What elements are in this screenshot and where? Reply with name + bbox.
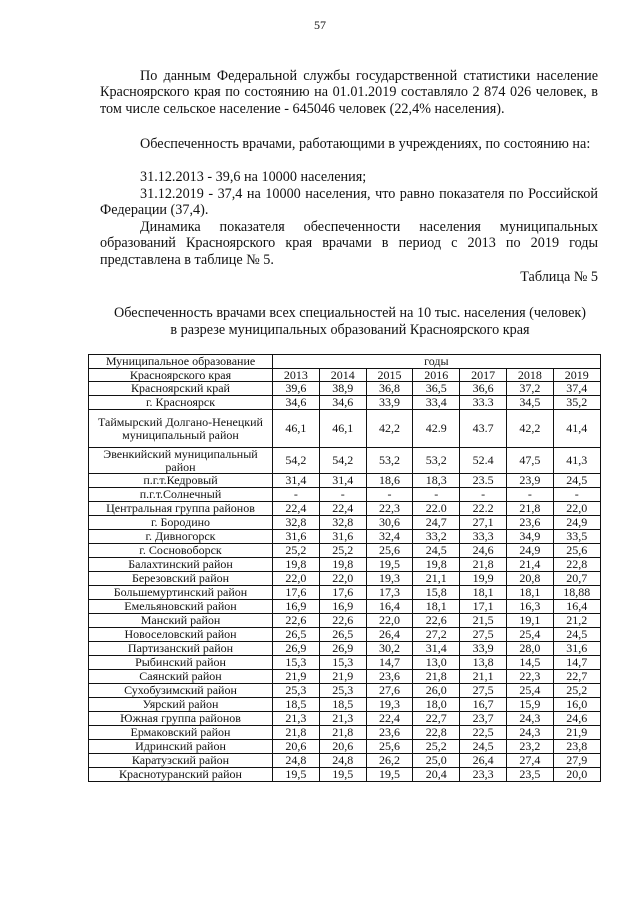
- row-municipality-name: г. Бородино: [89, 516, 273, 530]
- table-row: [89, 382, 601, 396]
- row-value-cell: 33,9: [366, 396, 413, 410]
- row-value-cell: 18,1: [506, 586, 553, 600]
- row-municipality-name: г. Дивногорск: [89, 530, 273, 544]
- row-municipality-name: Сухобузимский район: [89, 684, 273, 698]
- row-value-cell: 24,5: [553, 474, 600, 488]
- row-value-cell: 37,2: [506, 382, 553, 396]
- row-municipality-name: г. Красноярск: [89, 396, 273, 410]
- row-value-cell: 23,8: [553, 740, 600, 754]
- row-value-cell: 36,5: [413, 382, 460, 396]
- row-value-cell: 19,1: [506, 614, 553, 628]
- table-row: [89, 516, 601, 530]
- row-value-cell: 47,5: [506, 448, 553, 474]
- row-municipality-name: Эвенкийский муниципальный район: [89, 448, 273, 474]
- paragraph-2013-text: 31.12.2013 - 39,6 на 10000 населения;: [140, 169, 367, 185]
- row-value-cell: -: [553, 488, 600, 502]
- row-municipality-name: п.г.т.Кедровый: [89, 474, 273, 488]
- row-value-cell: 17,6: [273, 586, 320, 600]
- table-row: [89, 600, 601, 614]
- row-value-cell: 27,2: [413, 628, 460, 642]
- row-municipality-name: Большемуртинский район: [89, 586, 273, 600]
- row-value-cell: 27,9: [553, 754, 600, 768]
- row-value-cell: 21,9: [319, 670, 366, 684]
- table-row: [89, 670, 601, 684]
- row-value-cell: 27,1: [460, 516, 507, 530]
- table-caption-line2: в разрезе муниципальных образований Красноярского края: [170, 322, 530, 338]
- row-value-cell: 19,8: [273, 558, 320, 572]
- row-value-cell: -: [413, 488, 460, 502]
- row-value-cell: 31,4: [413, 642, 460, 656]
- row-value-cell: 31,6: [319, 530, 366, 544]
- paragraph-2019-text: 31.12.2019 - 37,4 на 10000 населения, что равно показателя по Российской Федерации (37,4).: [100, 186, 598, 219]
- row-value-cell: 33.3: [460, 396, 507, 410]
- header-year: 2018: [506, 368, 553, 382]
- row-value-cell: 22,6: [413, 614, 460, 628]
- row-value-cell: 21,8: [460, 558, 507, 572]
- row-value-cell: 13,8: [460, 656, 507, 670]
- row-value-cell: 25,4: [506, 684, 553, 698]
- row-value-cell: 31,4: [319, 474, 366, 488]
- row-value-cell: 18,88: [553, 586, 600, 600]
- paragraph-provision: [100, 136, 598, 152]
- table-row: [89, 410, 601, 448]
- row-value-cell: -: [273, 488, 320, 502]
- row-value-cell: 16,3: [506, 600, 553, 614]
- row-municipality-name: п.г.т.Солнечный: [89, 488, 273, 502]
- row-municipality-name: Саянский район: [89, 670, 273, 684]
- row-value-cell: 21,8: [413, 670, 460, 684]
- row-value-cell: 16,9: [319, 600, 366, 614]
- row-value-cell: 26,5: [273, 628, 320, 642]
- table-row: [89, 740, 601, 754]
- row-value-cell: 24,9: [506, 544, 553, 558]
- row-value-cell: 37,4: [553, 382, 600, 396]
- row-value-cell: 22,8: [553, 558, 600, 572]
- table-row: [89, 614, 601, 628]
- row-value-cell: 36,8: [366, 382, 413, 396]
- row-value-cell: 25,6: [366, 544, 413, 558]
- row-value-cell: 22,3: [366, 502, 413, 516]
- table-caption-line1: Обеспеченность врачами всех специальностей на 10 тыс. населения (человек): [113, 305, 586, 321]
- row-value-cell: 21,8: [319, 726, 366, 740]
- table-row: [89, 684, 601, 698]
- row-value-cell: 21,3: [319, 712, 366, 726]
- row-value-cell: 27,6: [366, 684, 413, 698]
- row-value-cell: 42.9: [413, 410, 460, 448]
- row-value-cell: -: [319, 488, 366, 502]
- row-municipality-name: Краснотуранский район: [89, 768, 273, 782]
- row-value-cell: 19,5: [366, 768, 413, 782]
- row-value-cell: 34,6: [319, 396, 366, 410]
- paragraph-dynamics: [100, 219, 598, 268]
- row-value-cell: 18,0: [413, 698, 460, 712]
- row-municipality-name: Манский район: [89, 614, 273, 628]
- row-value-cell: 22,3: [506, 670, 553, 684]
- row-value-cell: 52.4: [460, 448, 507, 474]
- row-value-cell: 24,6: [460, 544, 507, 558]
- header-year: 2016: [413, 368, 460, 382]
- table-row: [89, 474, 601, 488]
- paragraph-2019: [100, 186, 598, 219]
- row-value-cell: 32,8: [273, 516, 320, 530]
- row-value-cell: 24,7: [413, 516, 460, 530]
- row-value-cell: 19,5: [273, 768, 320, 782]
- row-value-cell: 32,8: [319, 516, 366, 530]
- row-value-cell: 21,9: [553, 726, 600, 740]
- row-value-cell: 23.5: [460, 474, 507, 488]
- paragraph-dynamics-text: Динамика показателя обеспеченности населения муниципальных образований Красноярского края врачами в период с 2013 по 2019 годы представлена в таблице № 5.: [100, 219, 598, 268]
- row-value-cell: 18,3: [413, 474, 460, 488]
- row-value-cell: 22,6: [273, 614, 320, 628]
- row-value-cell: 23,3: [460, 768, 507, 782]
- header-year: 2013: [273, 368, 320, 382]
- row-value-cell: 31,4: [273, 474, 320, 488]
- row-value-cell: 20,7: [553, 572, 600, 586]
- row-value-cell: 20,8: [506, 572, 553, 586]
- row-value-cell: 23,6: [366, 670, 413, 684]
- row-value-cell: 16,4: [553, 600, 600, 614]
- table-label: Таблица № 5: [520, 269, 598, 285]
- row-value-cell: 19,3: [366, 698, 413, 712]
- row-value-cell: 16,7: [460, 698, 507, 712]
- row-municipality-name: Партизанский район: [89, 642, 273, 656]
- row-value-cell: 21,9: [273, 670, 320, 684]
- row-value-cell: 31,6: [273, 530, 320, 544]
- row-value-cell: 41,3: [553, 448, 600, 474]
- page-number: 57: [314, 18, 326, 32]
- row-value-cell: 33,2: [413, 530, 460, 544]
- table-row: [89, 642, 601, 656]
- row-municipality-name: Каратузский район: [89, 754, 273, 768]
- row-value-cell: 26,5: [319, 628, 366, 642]
- row-value-cell: 46,1: [273, 410, 320, 448]
- table-row: [89, 656, 601, 670]
- paragraph-provision-text: Обеспеченность врачами, работающими в учреждениях, по состоянию на:: [140, 136, 591, 152]
- row-value-cell: 24,8: [273, 754, 320, 768]
- row-municipality-name: Центральная группа районов: [89, 502, 273, 516]
- row-value-cell: 25,6: [553, 544, 600, 558]
- row-value-cell: 30,6: [366, 516, 413, 530]
- row-value-cell: 22,8: [413, 726, 460, 740]
- row-value-cell: 53,2: [413, 448, 460, 474]
- row-value-cell: 21,8: [273, 726, 320, 740]
- row-value-cell: 34,5: [506, 396, 553, 410]
- row-value-cell: 15,3: [273, 656, 320, 670]
- row-value-cell: 26,0: [413, 684, 460, 698]
- row-value-cell: 19,5: [319, 768, 366, 782]
- table-caption: [60, 305, 640, 339]
- row-value-cell: 21,5: [460, 614, 507, 628]
- row-value-cell: 41,4: [553, 410, 600, 448]
- table-body: [89, 382, 601, 782]
- row-value-cell: 16,4: [366, 600, 413, 614]
- row-value-cell: 22,0: [366, 614, 413, 628]
- row-value-cell: 35,2: [553, 396, 600, 410]
- table-row: [89, 572, 601, 586]
- row-value-cell: 17,3: [366, 586, 413, 600]
- row-value-cell: 34,9: [506, 530, 553, 544]
- table-row: [89, 488, 601, 502]
- row-value-cell: 20,0: [553, 768, 600, 782]
- row-value-cell: 25,6: [366, 740, 413, 754]
- row-value-cell: 22,0: [273, 572, 320, 586]
- row-value-cell: 23,9: [506, 474, 553, 488]
- row-value-cell: 27,5: [460, 684, 507, 698]
- row-value-cell: 24,5: [460, 740, 507, 754]
- row-value-cell: 22.2: [460, 502, 507, 516]
- row-value-cell: 24,3: [506, 712, 553, 726]
- row-value-cell: 26,2: [366, 754, 413, 768]
- row-value-cell: 26,4: [460, 754, 507, 768]
- row-value-cell: 23,2: [506, 740, 553, 754]
- row-value-cell: 15,3: [319, 656, 366, 670]
- row-value-cell: 14,7: [366, 656, 413, 670]
- row-value-cell: 18,1: [413, 600, 460, 614]
- row-value-cell: 25,3: [273, 684, 320, 698]
- row-value-cell: 27,5: [460, 628, 507, 642]
- row-municipality-name: Емельяновский район: [89, 600, 273, 614]
- row-value-cell: 22,7: [553, 670, 600, 684]
- row-value-cell: 20,4: [413, 768, 460, 782]
- header-name-line1: Муниципальное образование: [89, 355, 273, 369]
- table-row: [89, 628, 601, 642]
- row-value-cell: 21,8: [506, 502, 553, 516]
- row-value-cell: -: [460, 488, 507, 502]
- row-value-cell: 33,9: [460, 642, 507, 656]
- row-value-cell: 18,5: [273, 698, 320, 712]
- row-value-cell: 24,5: [553, 628, 600, 642]
- row-value-cell: 21,1: [413, 572, 460, 586]
- row-value-cell: 25,2: [319, 544, 366, 558]
- table-row: [89, 396, 601, 410]
- row-municipality-name: Ермаковский район: [89, 726, 273, 740]
- row-value-cell: 25,3: [319, 684, 366, 698]
- row-value-cell: 22,0: [319, 572, 366, 586]
- paragraph-population-text: По данным Федеральной службы государственной статистики население Красноярского края по состоянию на 01.01.2019 составляло 2 874 026 человек, в том числе сельское население - 645046 человек (22,4% населения).: [100, 68, 598, 117]
- row-value-cell: -: [366, 488, 413, 502]
- row-value-cell: 18,5: [319, 698, 366, 712]
- row-value-cell: 32,4: [366, 530, 413, 544]
- row-value-cell: 22.0: [413, 502, 460, 516]
- row-value-cell: 33,5: [553, 530, 600, 544]
- row-value-cell: 27,4: [506, 754, 553, 768]
- row-value-cell: 23,5: [506, 768, 553, 782]
- row-value-cell: 23,6: [366, 726, 413, 740]
- row-municipality-name: Уярский район: [89, 698, 273, 712]
- row-value-cell: 33,4: [413, 396, 460, 410]
- row-municipality-name: Березовский район: [89, 572, 273, 586]
- row-value-cell: -: [506, 488, 553, 502]
- table-row: [89, 544, 601, 558]
- header-years-group: годы: [273, 355, 601, 369]
- table-row: [89, 698, 601, 712]
- row-municipality-name: Красноярский край: [89, 382, 273, 396]
- row-value-cell: 19,3: [366, 572, 413, 586]
- row-value-cell: 23,7: [460, 712, 507, 726]
- row-value-cell: 18,1: [460, 586, 507, 600]
- row-value-cell: 24,6: [553, 712, 600, 726]
- row-value-cell: 22,5: [460, 726, 507, 740]
- row-value-cell: 38,9: [319, 382, 366, 396]
- row-value-cell: 17,6: [319, 586, 366, 600]
- row-value-cell: 24,5: [413, 544, 460, 558]
- row-value-cell: 26,4: [366, 628, 413, 642]
- row-value-cell: 31,6: [553, 642, 600, 656]
- row-value-cell: 17,1: [460, 600, 507, 614]
- paragraph-population: [100, 68, 598, 117]
- row-municipality-name: Рыбинский район: [89, 656, 273, 670]
- row-value-cell: 33,3: [460, 530, 507, 544]
- row-value-cell: 15,9: [506, 698, 553, 712]
- row-value-cell: 43.7: [460, 410, 507, 448]
- table-row: [89, 558, 601, 572]
- row-value-cell: 24,8: [319, 754, 366, 768]
- header-year: 2015: [366, 368, 413, 382]
- row-value-cell: 20,6: [273, 740, 320, 754]
- row-municipality-name: Таймырский Долгано-Ненецкий муниципальный район: [89, 410, 273, 448]
- row-value-cell: 25,0: [413, 754, 460, 768]
- table-row: [89, 448, 601, 474]
- row-value-cell: 26,9: [273, 642, 320, 656]
- row-value-cell: 19,9: [460, 572, 507, 586]
- row-municipality-name: Новоселовский район: [89, 628, 273, 642]
- row-value-cell: 39,6: [273, 382, 320, 396]
- row-value-cell: 23,6: [506, 516, 553, 530]
- row-value-cell: 34,6: [273, 396, 320, 410]
- row-value-cell: 19,8: [413, 558, 460, 572]
- row-value-cell: 54,2: [273, 448, 320, 474]
- row-value-cell: 14,7: [553, 656, 600, 670]
- row-value-cell: 22,4: [273, 502, 320, 516]
- row-value-cell: 16,9: [273, 600, 320, 614]
- row-value-cell: 19,8: [319, 558, 366, 572]
- row-value-cell: 25,2: [273, 544, 320, 558]
- row-municipality-name: Балахтинский район: [89, 558, 273, 572]
- row-value-cell: 18,6: [366, 474, 413, 488]
- row-value-cell: 14,5: [506, 656, 553, 670]
- row-value-cell: 22,7: [413, 712, 460, 726]
- row-value-cell: 26,9: [319, 642, 366, 656]
- row-value-cell: 24,3: [506, 726, 553, 740]
- row-value-cell: 22,6: [319, 614, 366, 628]
- paragraph-2013: [100, 169, 598, 185]
- row-value-cell: 19,5: [366, 558, 413, 572]
- row-value-cell: 22,4: [319, 502, 366, 516]
- row-value-cell: 53,2: [366, 448, 413, 474]
- row-value-cell: 21,2: [553, 614, 600, 628]
- row-value-cell: 21,4: [506, 558, 553, 572]
- row-municipality-name: Идринский район: [89, 740, 273, 754]
- row-value-cell: 25,2: [413, 740, 460, 754]
- row-value-cell: 22,4: [366, 712, 413, 726]
- row-value-cell: 24,9: [553, 516, 600, 530]
- row-value-cell: 15,8: [413, 586, 460, 600]
- header-year: 2019: [553, 368, 600, 382]
- row-value-cell: 16,0: [553, 698, 600, 712]
- table-row: [89, 530, 601, 544]
- row-value-cell: 46,1: [319, 410, 366, 448]
- row-value-cell: 42,2: [506, 410, 553, 448]
- row-value-cell: 25,4: [506, 628, 553, 642]
- table-row: [89, 712, 601, 726]
- row-value-cell: 28,0: [506, 642, 553, 656]
- table-row: [89, 586, 601, 600]
- header-year: 2017: [460, 368, 507, 382]
- row-value-cell: 30,2: [366, 642, 413, 656]
- row-value-cell: 13,0: [413, 656, 460, 670]
- row-value-cell: 20,6: [319, 740, 366, 754]
- row-municipality-name: Южная группа районов: [89, 712, 273, 726]
- table-row: [89, 754, 601, 768]
- row-value-cell: 25,2: [553, 684, 600, 698]
- doctors-provision-table: [88, 354, 601, 782]
- row-value-cell: 21,1: [460, 670, 507, 684]
- row-value-cell: 21,3: [273, 712, 320, 726]
- header-name-line2: Красноярского края: [89, 368, 273, 382]
- table-row: [89, 502, 601, 516]
- row-value-cell: 42,2: [366, 410, 413, 448]
- header-year: 2014: [319, 368, 366, 382]
- table-row: [89, 726, 601, 740]
- row-value-cell: 22,0: [553, 502, 600, 516]
- table-row: [89, 768, 601, 782]
- row-municipality-name: г. Сосновоборск: [89, 544, 273, 558]
- row-value-cell: 36,6: [460, 382, 507, 396]
- row-value-cell: 54,2: [319, 448, 366, 474]
